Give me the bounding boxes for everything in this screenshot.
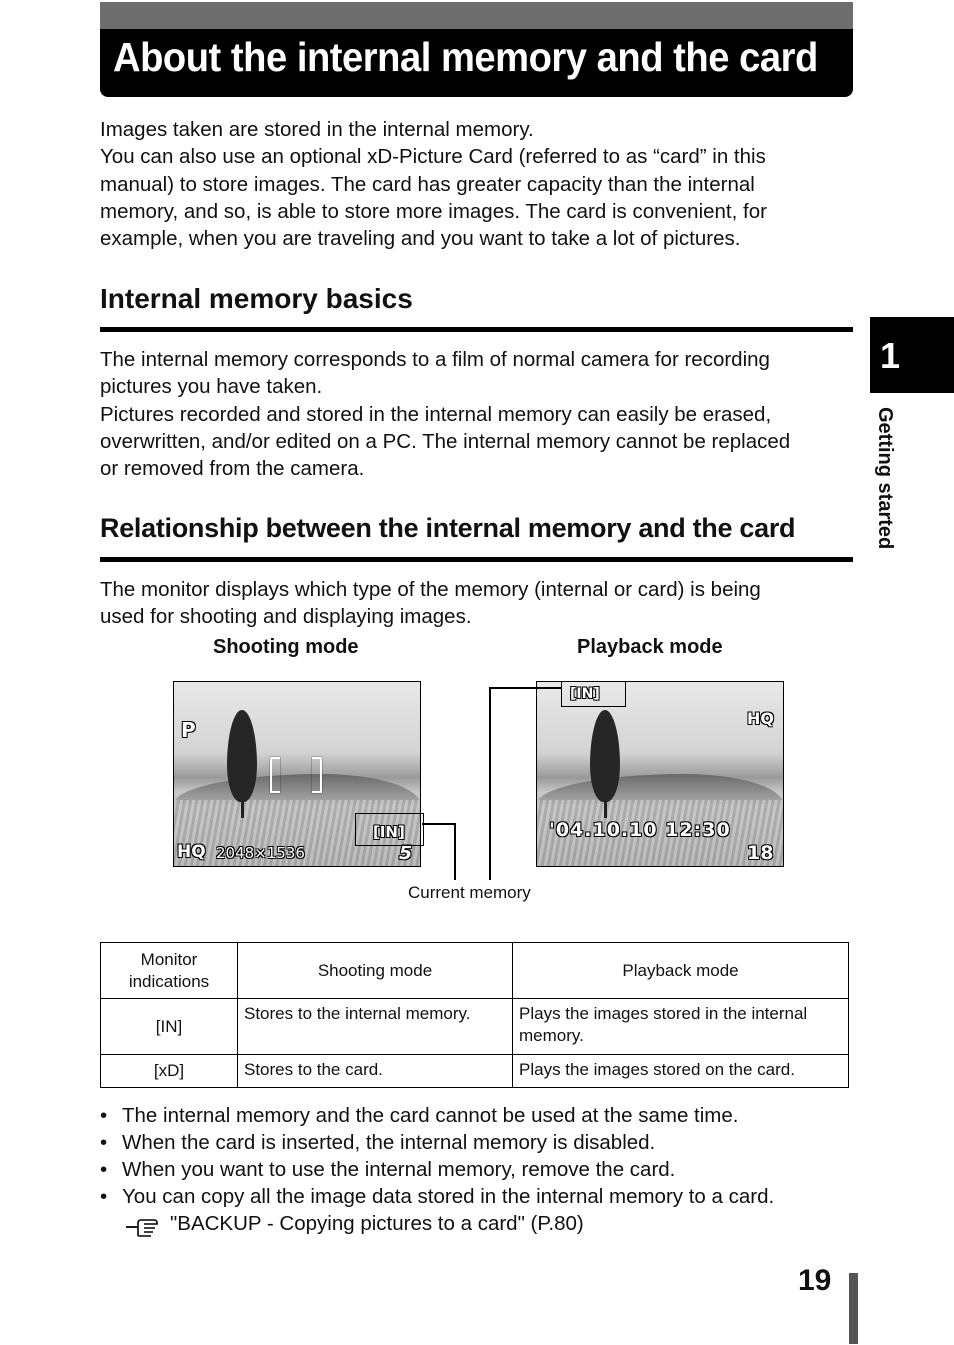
title-stripe (100, 2, 853, 29)
tree-image (227, 710, 257, 802)
pointing-hand-icon (124, 1215, 160, 1239)
table-cell: [IN] (101, 999, 238, 1055)
paragraph-line: Pictures recorded and stored in the internal memory can easily be erased, (100, 402, 772, 426)
quality-indicator: HQ (177, 842, 206, 862)
paragraph-line: The monitor displays which type of the memory (internal or card) is being (100, 578, 761, 601)
chapter-tab (870, 317, 954, 393)
remaining-shots: 5 (399, 842, 413, 864)
table-cell: Plays the images stored on the card. (513, 1055, 849, 1088)
table-header-cell: Shooting mode (238, 943, 513, 999)
chapter-label-text: Getting started (874, 407, 896, 550)
relationship-paragraph (100, 576, 761, 631)
memory-callout-box-playback (561, 681, 626, 707)
bullet-text: When you want to use the internal memory, remove the card. (122, 1158, 676, 1181)
bullet-dot: • (100, 1104, 108, 1127)
section-rule (100, 327, 853, 332)
bullet-text: When the card is inserted, the internal memory is disabled. (122, 1131, 656, 1154)
section-heading-relationship: Relationship between the internal memory and the card (100, 513, 796, 543)
table-cell: [xD] (101, 1055, 238, 1088)
tree-image (590, 710, 620, 802)
memory-indication-table (100, 942, 849, 1088)
date-time-display: '04.10.10 12:30 (549, 819, 731, 841)
leader-line (489, 687, 561, 689)
shooting-mode-label: Shooting mode (213, 636, 359, 658)
reference-link[interactable]: "BACKUP - Copying pictures to a card" (P.80) (170, 1212, 584, 1235)
af-frame-right (312, 757, 322, 793)
table-row (101, 1055, 849, 1088)
af-frame-left (270, 757, 280, 793)
quality-indicator: HQ (747, 709, 774, 728)
paragraph-line: or removed from the camera. (100, 457, 365, 481)
memory-indicator: [IN] (373, 823, 405, 841)
frame-number: 18 (747, 842, 774, 864)
table-header-cell: Monitor indications (101, 943, 238, 999)
leader-line (454, 823, 456, 880)
table-row (101, 999, 849, 1055)
page-title: About the internal memory and the card (113, 34, 818, 80)
section-heading-internal-memory: Internal memory basics (100, 283, 413, 314)
memory-indicator: [IN] (570, 686, 600, 702)
resolution-indicator: 2048×1536 (216, 844, 305, 862)
intro-line: manual) to store images. The card has greater capacity than the internal (100, 172, 755, 196)
memory-callout-box-shooting (355, 813, 424, 846)
intro-paragraph (100, 116, 767, 252)
bullet-dot: • (100, 1158, 108, 1181)
section-rule (100, 557, 853, 562)
internal-memory-paragraph (100, 346, 790, 482)
shooting-mode-indicator: P (181, 718, 196, 742)
paragraph-line: The internal memory corresponds to a film of normal camera for recording (100, 348, 770, 371)
table-cell: Stores to the internal memory. (238, 999, 513, 1055)
intro-line: memory, and so, is able to store more images. The card is convenient, for (100, 199, 767, 223)
tree-trunk (241, 800, 244, 818)
table-cell: Stores to the card. (238, 1055, 513, 1088)
leader-line (422, 823, 455, 825)
bullet-text: The internal memory and the card cannot be used at the same time. (122, 1104, 739, 1127)
paragraph-line: used for shooting and displaying images. (100, 605, 472, 629)
paragraph-line: pictures you have taken. (100, 375, 323, 399)
title-banner (100, 2, 853, 97)
bullet-dot: • (100, 1131, 108, 1154)
intro-line: example, when you are traveling and you want to take a lot of pictures. (100, 227, 741, 251)
playback-mode-screen (536, 681, 784, 867)
playback-mode-label: Playback mode (577, 636, 723, 658)
intro-line: You can also use an optional xD-Picture Card (referred to as “card” in this (100, 145, 766, 169)
page-number-bar (849, 1273, 858, 1344)
intro-line: Images taken are stored in the internal memory. (100, 118, 534, 141)
bullet-text: You can copy all the image data stored in the internal memory to a card. (122, 1185, 775, 1208)
table-header-cell: Playback mode (513, 943, 849, 999)
table-cell: Plays the images stored in the internal memory. (513, 999, 849, 1055)
bullet-dot: • (100, 1185, 108, 1208)
leader-line (489, 687, 491, 880)
table-header-row (101, 943, 849, 999)
tree-trunk (604, 800, 607, 818)
page-number: 19 (798, 1264, 832, 1297)
chapter-number: 1 (880, 335, 901, 376)
paragraph-line: overwritten, and/or edited on a PC. The internal memory cannot be replaced (100, 429, 791, 453)
chapter-label (876, 407, 896, 582)
current-memory-caption: Current memory (408, 883, 531, 902)
